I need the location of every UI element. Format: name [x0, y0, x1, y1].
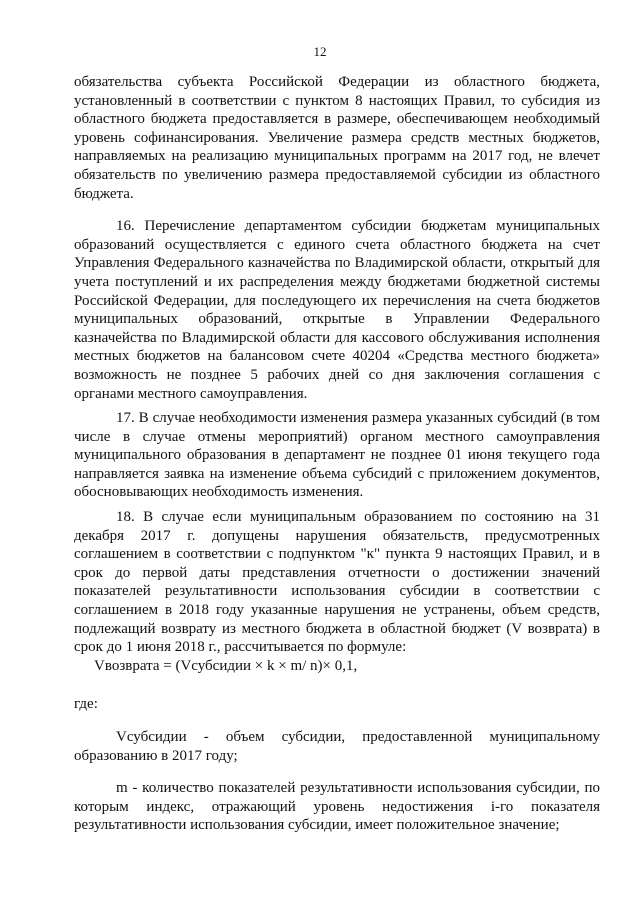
document-body — [74, 73, 600, 835]
definition-m: m - количество показателей результативности использования субсидии, по которым индекс, отражающий уровень недостижения i-го показателя результативности использования субсидии, имеет положительное значение; — [74, 780, 600, 834]
paragraph-16: 16. Перечисление департаментом субсидии бюджетам муниципальных образований осуществляется с единого счета областного бюджета на счет Управления Федерального казначейства по Владимирской области, открытый для учета поступлений и их распределения между бюджетами бюджетной системы Российской Федерации, для последующего их перечисления на счета бюджетов муниципальных образований, открытые в Управлении Федерального казначейства по Владимирской области для кассового обслуживания исполнения местных бюджетов на балансовом счете 40204 «Средства местного бюджета» возможность не позднее 5 рабочих дней со дня заключения соглашения с органами местного самоуправления. — [74, 218, 600, 402]
paragraph-17: 17. В случае необходимости изменения размера указанных субсидий (в том числе в случае отмены мероприятий) органом местного самоуправления муниципального образования в департамент не позднее 01 июня текущего года направляется заявка на изменение объема субсидий с приложением документов, обосновывающих необходимость изменения. — [74, 410, 600, 501]
page-number: 12 — [313, 44, 327, 59]
formula: Vвозврата = (Vсубсидии × k × m/ n)× 0,1, — [94, 657, 358, 674]
where-label: где: — [74, 696, 98, 713]
paragraph-18: 18. В случае если муниципальным образованием по состоянию на 31 декабря 2017 г. допущены нарушения обязательств, предусмотренных соглашением в соответствии с подпунктом "к" пункта 9 настоящих Правил, и в срок до первой даты представления отчетности о достижении значений показателей результативности использования субсидии в соответствии с соглашением в 2018 году указанные нарушения не устранены, объем средств, подлежащий возврату из местного бюджета в областной бюджет (V возврата) в срок до 1 июня 2018 г., рассчитывается по формуле: — [74, 509, 600, 656]
definition-v-subsidy: Vсубсидии - объем субсидии, предоставленной муниципальному образованию в 2017 году; — [74, 729, 600, 764]
paragraph-continuation: обязательства субъекта Российской Федерации из областного бюджета, установленный в соответствии с пунктом 8 настоящих Правил, то субсидия из областного бюджета предоставляется в размере, обеспечивающем необходимый уровень софинансирования. Увеличение размера средств местных бюджетов, направляемых на реализацию муниципальных программ на 2017 год, не влечет обязательств по увеличению размера предоставляемой субсидии из областного бюджета. — [74, 74, 600, 202]
